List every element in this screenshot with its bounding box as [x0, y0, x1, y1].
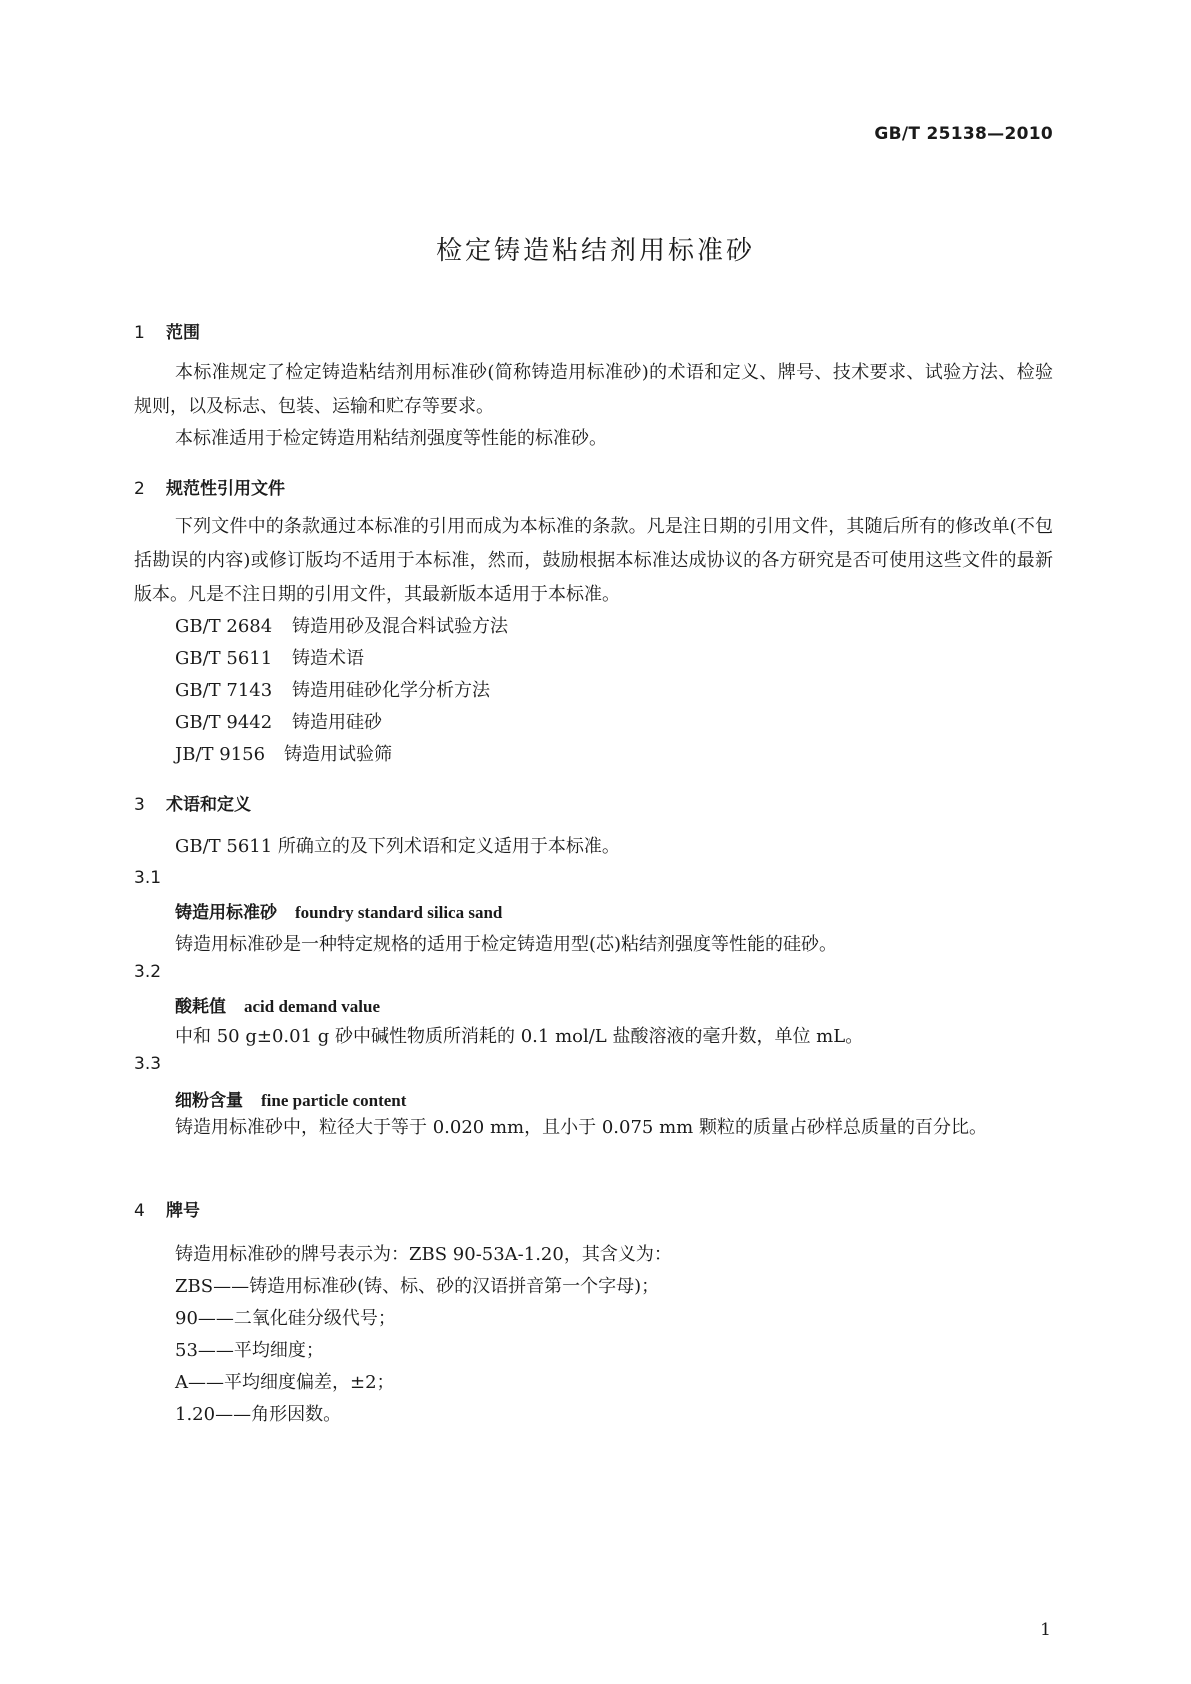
reference-item	[175, 612, 508, 638]
term-entry	[175, 898, 502, 923]
section-2-heading	[134, 474, 285, 499]
term-entry	[175, 1086, 406, 1111]
page-number: 1	[1040, 1620, 1051, 1640]
reference-title: 铸造用硅砂	[292, 712, 382, 733]
reference-code: JB/T 9156	[175, 744, 266, 765]
section-number: 4	[134, 1201, 145, 1221]
section-number: 1	[134, 323, 145, 343]
reference-code: GB/T 5611	[175, 648, 273, 669]
grade-line: A——平均细度偏差，±2；	[175, 1372, 395, 1393]
grade-line: 90——二氧化硅分级代号；	[175, 1308, 396, 1329]
grade-line: 53——平均细度；	[175, 1340, 324, 1361]
reference-title: 铸造用砂及混合料试验方法	[292, 616, 508, 637]
section-3-intro: GB/T 5611 所确立的及下列术语和定义适用于本标准。	[175, 836, 620, 857]
reference-code: GB/T 2684	[175, 616, 273, 637]
reference-item	[175, 644, 364, 670]
section-title: 术语和定义	[166, 795, 251, 815]
section-1-paragraph-1: 本标准规定了检定铸造粘结剂用标准砂(简称铸造用标准砂)的术语和定义、牌号、技术要求、试验方法、检验规则，以及标志、包装、运输和贮存等要求。	[134, 362, 1053, 417]
reference-item	[175, 708, 382, 734]
reference-title: 铸造术语	[292, 648, 364, 669]
section-2-paragraph: 下列文件中的条款通过本标准的引用而成为本标准的条款。凡是注日期的引用文件，其随后所有的修改单(不包括勘误的内容)或修订版均不适用于本标准，然而，鼓励根据本标准达成协议的各方研究是否可使用这些文件的最新版本。凡是不注日期的引用文件，其最新版本适用于本标准。	[134, 516, 1053, 605]
grade-line: 铸造用标准砂的牌号表示为：ZBS 90-53A-1.20，其含义为：	[175, 1244, 672, 1265]
reference-code: GB/T 9442	[175, 712, 273, 733]
grade-line: ZBS——铸造用标准砂(铸、标、砂的汉语拼音第一个字母)；	[175, 1276, 660, 1297]
section-title: 牌号	[166, 1201, 200, 1221]
section-1-heading	[134, 318, 200, 343]
term-english: fine particle content	[261, 1091, 407, 1110]
reference-title: 铸造用硅砂化学分析方法	[292, 680, 490, 701]
reference-code: GB/T 7143	[175, 680, 273, 701]
subsection-number: 3.3	[134, 1054, 162, 1074]
reference-item	[175, 740, 392, 766]
reference-title: 铸造用试验筛	[284, 744, 392, 765]
term-english: acid demand value	[244, 997, 381, 1016]
section-number: 2	[134, 479, 145, 499]
grade-line: 1.20——角形因数。	[175, 1404, 342, 1425]
section-number: 3	[134, 795, 145, 815]
reference-item	[175, 676, 490, 702]
section-title: 规范性引用文件	[166, 479, 285, 499]
term-definition: 中和 50 g±0.01 g 砂中碱性物质所消耗的 0.1 mol/L 盐酸溶液的毫升数，单位 mL。	[175, 1026, 864, 1047]
section-title: 范围	[166, 323, 200, 343]
term-english: foundry standard silica sand	[295, 903, 503, 922]
document-title: 检定铸造粘结剂用标准砂	[435, 236, 755, 266]
standard-number: GB/T 25138—2010	[874, 124, 1053, 144]
term-chinese: 细粉含量	[175, 1091, 243, 1111]
term-entry	[175, 992, 380, 1017]
term-chinese: 铸造用标准砂	[175, 903, 277, 923]
section-3-heading	[134, 790, 251, 815]
subsection-number: 3.2	[134, 962, 162, 982]
section-1-paragraph-2: 本标准适用于检定铸造用粘结剂强度等性能的标准砂。	[175, 428, 607, 449]
section-4-heading	[134, 1196, 200, 1221]
term-definition: 铸造用标准砂中，粒径大于等于 0.020 mm，且小于 0.075 mm 颗粒的质量占砂样总质量的百分比。	[175, 1117, 987, 1138]
subsection-number: 3.1	[134, 868, 162, 888]
term-chinese: 酸耗值	[175, 997, 226, 1017]
term-definition: 铸造用标准砂是一种特定规格的适用于检定铸造用型(芯)粘结剂强度等性能的硅砂。	[175, 934, 838, 955]
